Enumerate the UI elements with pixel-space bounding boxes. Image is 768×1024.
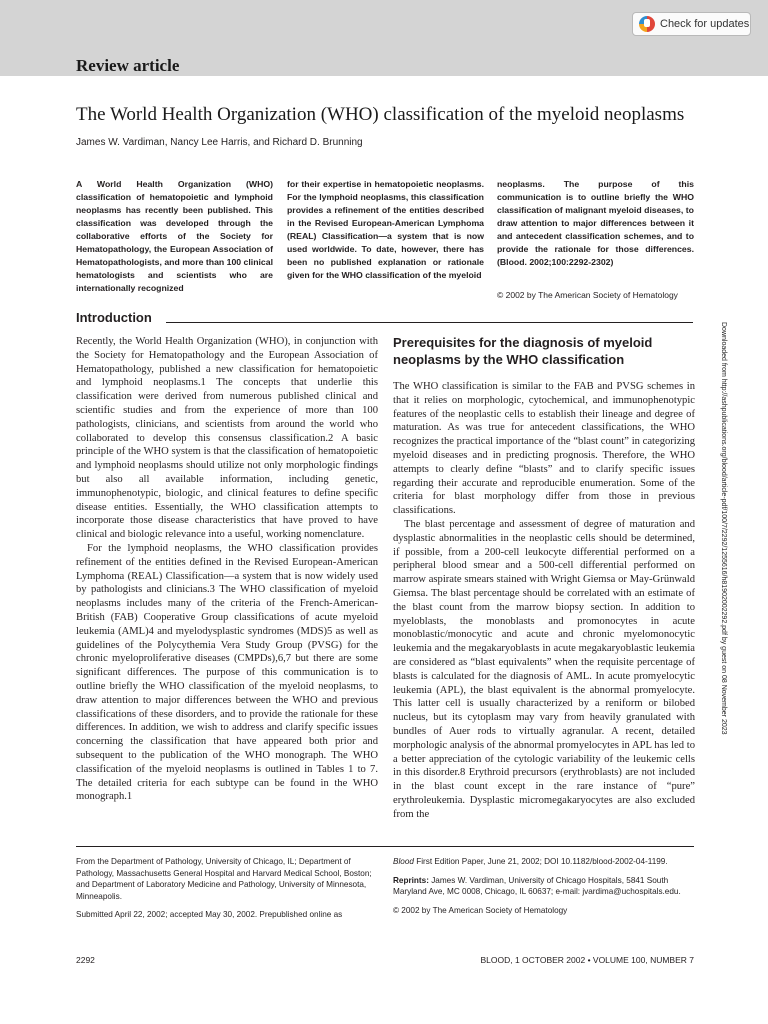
prerequisites-body xyxy=(393,380,695,822)
check-for-updates-label: Check for updates xyxy=(660,18,750,30)
abstract-copyright: © 2002 by The American Society of Hematology xyxy=(497,290,678,300)
abstract-column-3: neoplasms. The purpose of this communication is to outline briefly the WHO classification of malignant myeloid diseases, to draw attention to major differences between it and antecedent classification schemes, and to provide the rationale for those differences. (Blood. 2002;100:2292-2302) xyxy=(497,179,694,267)
introduction-heading: Introduction xyxy=(76,310,152,325)
reprints-text: James W. Vardiman, University of Chicago Hospitals, 5841 South Maryland Ave, MC 0008, Chicago, IL 60637; e-mail: jvardima@uchospitals.edu. xyxy=(393,875,681,896)
article-title: The World Health Organization (WHO) classification of the myeloid neoplasms xyxy=(76,104,685,125)
download-notice: Downloaded from http://ashpublications.org/blood/article-pdf/100/7/2292/1255616/h81902002292.pdf by guest on 08 November 2023 xyxy=(720,322,727,735)
prereq-paragraph-1: The WHO classification is similar to the FAB and PVSG schemes in that it relies on morphologic, cytochemical, and immunophenotypic features of the neoplastic cells to establish their lineage and degree of maturation. As was true for antecedent classifications, the WHO recognizes the practical importance of the “blast count” in categorizing myeloid diseases and in predicting prognosis. Therefore, the WHO attempts to clearly define “blasts” and to clarify specific issues regarding their accurate and reproducible enumeration. Some of the criteria for blast morphology differ from those in previous classifications. xyxy=(393,381,695,517)
journal-citation: BLOOD, 1 OCTOBER 2002 • VOLUME 100, NUMBER 7 xyxy=(480,955,694,965)
crossmark-icon xyxy=(639,16,655,32)
abstract-column-2: for their expertise in hematopoietic neoplasms. For the lymphoid neoplasms, this classification provides a refinement of the entities described in the Revised European-American Lymphoma (REAL) Classification—a system that is now used worldwide. To date, however, there has been no published explanation or rationale given for the WHO classification of the myeloid xyxy=(287,179,484,280)
prerequisites-heading: Prerequisites for the diagnosis of myeloid neoplasms by the WHO classification xyxy=(393,335,653,367)
reprints-note xyxy=(393,875,695,898)
blood-label: Blood xyxy=(393,857,414,866)
section-divider xyxy=(166,322,693,323)
reprints-label: Reprints: xyxy=(393,875,429,885)
intro-paragraph-2: For the lymphoid neoplasms, the WHO classification provides refinement of the entities defined in the Revised European-American Lymphoma (REAL) Classification—a system that is now widely used by pathologists and clinicians.3 The WHO classification of myeloid neoplasms includes many of the criteria of the French-American-British (FAB) Cooperative Group classifications of acute myeloid leukemia (AML)4 and myelodysplastic syndromes (MDS)5 as well as guidelines of the Polycythemia Vera Study Group (PVSG) for the chronic myeloproliferative diseases (CMPDs),6,7 but there are some significant differences. The purpose of this communication is to outline briefly the WHO classification of the myeloid neoplasms, to draw attention to major differences between the WHO and previous classifications of these disorders, and to provide the rationale for these differences. In addition, we wish to address and clarify specific issues concerning the classification that have appeared both prior and subsequent to the publication of the WHO monograph. The WHO classification of the myeloid neoplasms is outlined in Tables 1 to 7. The detailed criteria for each subtype can be found in the WHO monograph.1 xyxy=(76,542,378,803)
submission-note: Submitted April 22, 2002; accepted May 30, 2002. Prepublished online as xyxy=(76,910,343,919)
section-label: Review article xyxy=(76,56,180,75)
page-number: 2292 xyxy=(76,955,95,965)
footnotes-right xyxy=(393,856,695,923)
check-for-updates-button[interactable] xyxy=(632,12,751,36)
footnote-copyright: © 2002 by The American Society of Hematology xyxy=(393,905,568,915)
affiliations-note: From the Department of Pathology, University of Chicago, IL; Department of Pathology, Massachusetts General Hospital and Harvard Medical School, Boston; and Department of Laboratory Medicine and Pathology, University of Minnesota, Minneapolis. xyxy=(76,857,372,901)
author-list: James W. Vardiman, Nancy Lee Harris, and Richard D. Brunning xyxy=(76,137,363,148)
footnote-divider xyxy=(76,846,694,847)
prereq-paragraph-2: The blast percentage and assessment of degree of maturation and dysplastic abnormalities in the neoplastic cells should be determined, if possible, from a 200-cell leukocyte differential performed on a peripheral blood smear and a 500-cell differential performed on marrow aspirate smears stained with Wright Giemsa or May-Grünwald Giemsa. The blast percentage should be correlated with an estimate of the blast count from the marrow biopsy section. In addition to myeloblasts, the monoblasts and promonocytes in acute monoblastic/monocytic and acute and chronic myelomonocytic leukemia and the megakaryoblasts in acute megakaryoblastic leukemia are considered as “blast equivalents” when the requisite percentage of blasts is calculated for the diagnosis of AML. In acute promyelocytic leukemia (APL), the blast equivalent is the abnormal promyelocyte. This latter cell is usually characterized by a reniform or bilobed nucleus, but its cytoplasm may vary from heavily granulated with bundles of Auer rods to virtually agranular. A recent, detailed morphologic analysis of the abnormal promyelocytes in APL has led to a better appreciation of the cytologic variability of the leukemic cells in this disorder.8 Erythroid precursors (erythroblasts) are not included in the blast count except in the rare instance of “pure” erythroleukemia. Dysplastic micromegakaryocytes are also excluded from the xyxy=(393,518,695,820)
introduction-body xyxy=(76,335,378,804)
first-edition-text: First Edition Paper, June 21, 2002; DOI 10.1182/blood-2002-04-1199. xyxy=(413,857,668,866)
first-edition-note xyxy=(393,856,695,868)
intro-paragraph-1: Recently, the World Health Organization (WHO), in conjunction with the Society for Hematopathology and the European Association of Hematopathology, published a new classification for hematopoietic and lymphoid neoplasms.1 The concepts that underlie this classification were derived from numerous published clinical and scientific studies and from the experience of more than 100 pathologists, clinicians, and scientists from around the world who collaborated to develop this consensus classification.2 A basic principle of the WHO system is that the classification of hematopoietic and lymphoid neoplasms should utilize not only morphologic findings but also all available information, including genetic, immunophenotypic, biologic, and clinical features to define specific disease entities. Essentially, the WHO classification attempts to incorporate those disease characteristics that have proved to have clinical and biologic relevance into a useful, working nomenclature. xyxy=(76,336,378,541)
abstract-column-1: A World Health Organization (WHO) classification of hematopoietic and lymphoid neoplasms has recently been published. This classification was developed through the collaborative efforts of the Society for Hematopathology, the European Association of Hematopathologists, and more than 100 clinical hematologists and scientists who are internationally recognized xyxy=(76,179,273,293)
footnotes-left xyxy=(76,856,378,928)
